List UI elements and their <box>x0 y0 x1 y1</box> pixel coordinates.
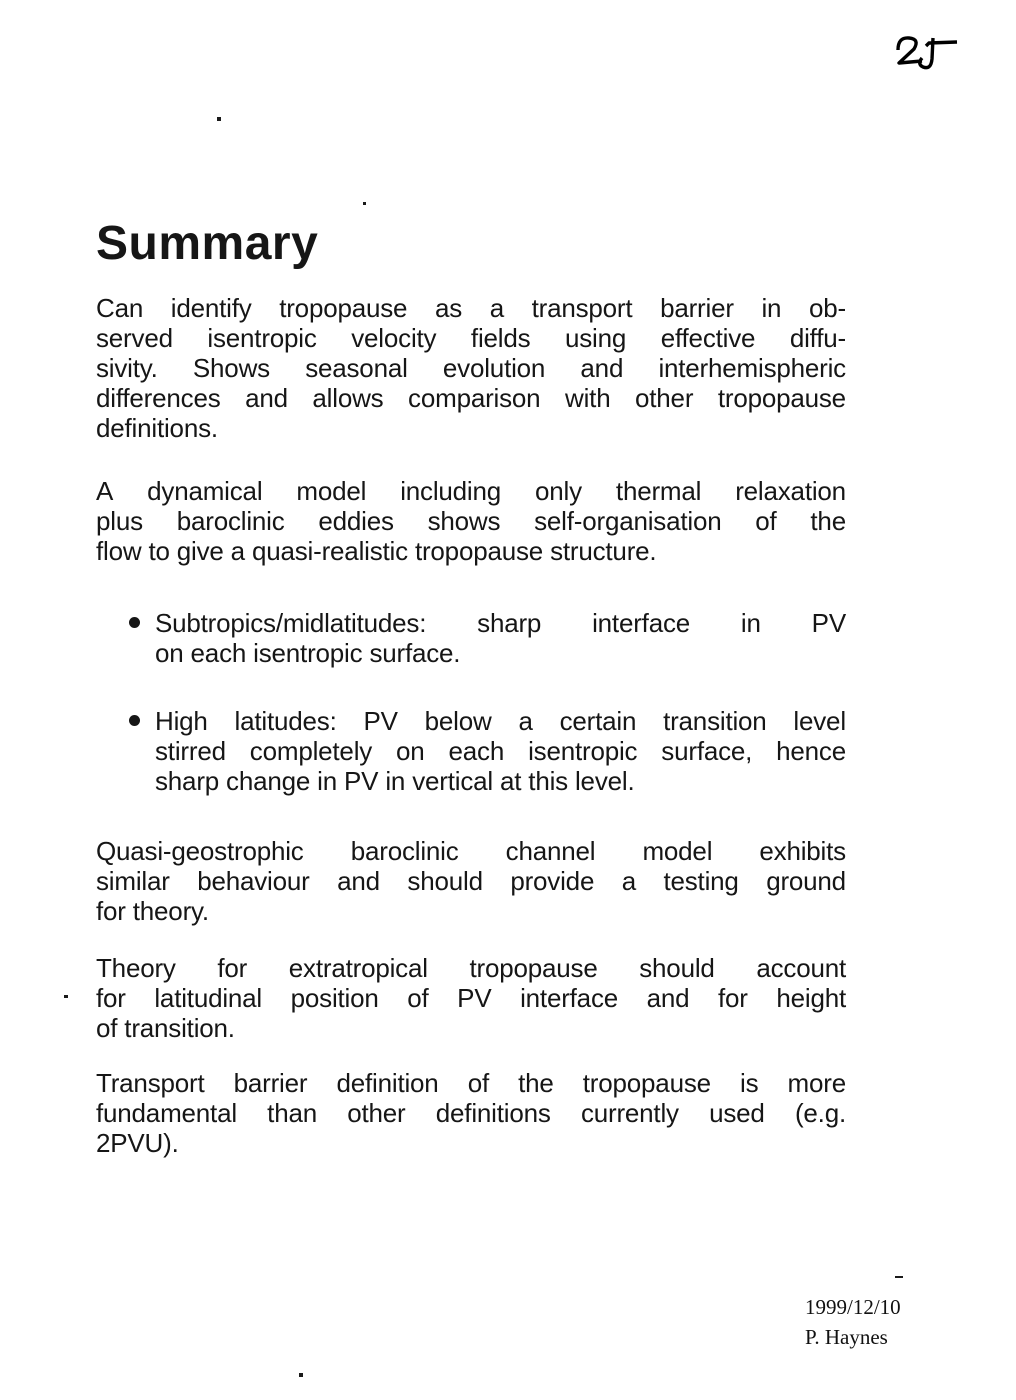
page-title: Summary <box>96 217 319 270</box>
paragraph-dynamical-model <box>96 476 846 566</box>
paragraph-theory-extratropical <box>96 953 846 1043</box>
footer-date: 1999/12/10 <box>805 1295 901 1319</box>
text-line: for theory. <box>96 896 209 926</box>
text-line: Theory for extratropical tropopause should account <box>96 953 846 983</box>
bullet-text <box>155 608 846 668</box>
text-line: differences and allows comparison with other tropopause <box>96 383 846 413</box>
text-line: 2PVU). <box>96 1128 179 1158</box>
scan-speck <box>299 1373 303 1377</box>
text-line: for latitudinal position of PV interface and for height <box>96 983 846 1013</box>
bullet-icon <box>129 715 140 726</box>
scan-speck <box>895 1276 903 1278</box>
scan-speck <box>217 117 221 121</box>
bullet-item-high-latitudes <box>96 706 846 796</box>
bullet-text <box>155 706 846 796</box>
bullet-icon <box>129 617 140 628</box>
handwritten-25-icon <box>888 28 964 82</box>
scan-speck <box>64 995 68 998</box>
text-line: flow to give a quasi-realistic tropopause structure. <box>96 536 657 566</box>
text-line: High latitudes: PV below a certain transition level <box>155 706 846 736</box>
footer-author: P. Haynes <box>805 1325 888 1349</box>
text-line: Quasi-geostrophic baroclinic channel model exhibits <box>96 836 846 866</box>
text-line: sivity. Shows seasonal evolution and interhemispheric <box>96 353 846 383</box>
text-line: Transport barrier definition of the tropopause is more <box>96 1068 846 1098</box>
handwritten-page-number <box>888 28 964 82</box>
text-line: stirred completely on each isentropic surface, hence <box>155 736 846 766</box>
text-line: sharp change in PV in vertical at this level. <box>155 766 635 796</box>
paragraph-qg-channel-model <box>96 836 846 926</box>
footer <box>805 1292 901 1352</box>
text-line: of transition. <box>96 1013 235 1043</box>
scan-speck <box>363 202 366 205</box>
text-line: Subtropics/midlatitudes: sharp interface in PV <box>155 608 846 638</box>
text-line: served isentropic velocity fields using effective diffu- <box>96 323 846 353</box>
text-line: on each isentropic surface. <box>155 638 461 668</box>
paragraph-identify-tropopause <box>96 293 846 443</box>
text-line: definitions. <box>96 413 218 443</box>
text-line: Can identify tropopause as a transport barrier in ob- <box>96 293 846 323</box>
bullet-item-subtropics <box>96 608 846 668</box>
text-line: plus baroclinic eddies shows self-organisation of the <box>96 506 846 536</box>
text-line: fundamental than other definitions currently used (e.g. <box>96 1098 846 1128</box>
text-line: A dynamical model including only thermal relaxation <box>96 476 846 506</box>
paragraph-transport-barrier <box>96 1068 846 1158</box>
text-line: similar behaviour and should provide a testing ground <box>96 866 846 896</box>
